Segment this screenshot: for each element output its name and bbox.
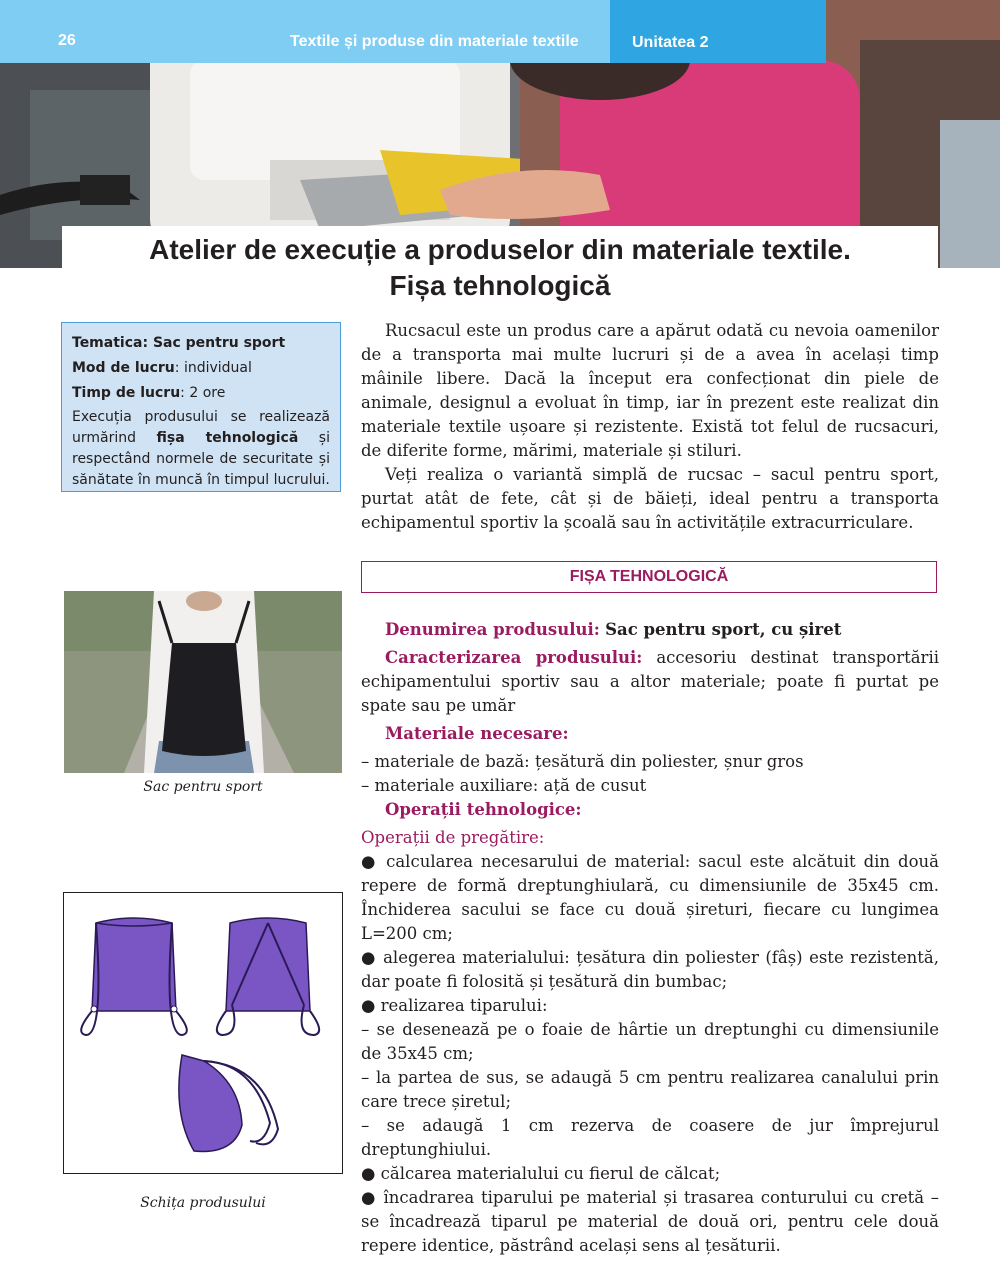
pregatire-heading: Operații de pregătire: [361, 828, 545, 847]
lesson-info-box [61, 322, 341, 492]
denumire-label: Denumirea produsului: [385, 620, 600, 639]
step-item: ● realizarea tiparului: [361, 996, 548, 1015]
sack-photo [64, 591, 342, 773]
tematica-label: Tematica [72, 335, 143, 351]
product-sketch [63, 892, 343, 1174]
intro-text [361, 319, 939, 535]
intro-paragraph-1: Rucsacul este un produs care a apărut odată cu nevoia oamenilor de a transporta mai multe lucruri și de a avea în același timp mâinile libere. Dacă la început era confecționat din piele de animale, designul a evoluat în timp, iar în prezent este realizat din materiale textile ușoare și rezistente. Există tot felul de rucsacuri, de diferite forme, mărimi, materiale și stiluri. [361, 321, 939, 460]
sack-back-icon [217, 918, 319, 1035]
material-item: – materiale de bază: țesătură din poliester, șnur gros [361, 752, 804, 771]
sack-front-icon [81, 918, 187, 1035]
step-subitem: – se adaugă 1 cm rezerva de coasere de jur împrejurul dreptunghiului. [361, 1116, 939, 1159]
exec-text-end: și respectând normele de securitate și sănătate în muncă în timpul lucrului. [72, 430, 330, 488]
materiale-label [361, 722, 939, 746]
denumire-value: Sac pentru sport, cu șiret [605, 620, 842, 639]
materiale-heading: Materiale necesare: [385, 724, 569, 743]
timp-label: Timp de lucru [72, 385, 181, 401]
backpack-photo-drawing [64, 591, 342, 773]
step-subitem: – se desenează pe o foaie de hârtie un dreptunghi cu dimensiunile de 35x45 cm; [361, 1020, 939, 1063]
operatii-heading: Operații tehnologice: [385, 800, 582, 819]
step-item: ● călcarea materialului cu fierul de călcat; [361, 1164, 721, 1183]
page-title-line1: Atelier de execuție a produselor din materiale textile. [149, 234, 851, 265]
tematica-value: : Sac pentru sport [142, 335, 286, 351]
caracterizare-value: accesoriu destinat transportării echipamentului sportiv sau a altor materiale; poate fi purtat pe spate sau pe umăr [361, 648, 940, 715]
material-item: – materiale auxiliare: ață de cusut [361, 776, 647, 795]
intro-paragraph-2: Veți realiza o variantă simplă de rucsac – sacul pentru sport, purtat atât de fete, cât și de băieți, ideal pentru a transporta echipamentul sportiv la școală sau în activitățile extracurriculare. [361, 465, 939, 532]
unit-label: Unitatea 2 [632, 34, 709, 51]
mod-value: : individual [174, 360, 252, 376]
operatii-label [361, 798, 939, 822]
sack-side-icon [179, 1055, 278, 1151]
photo-caption: Sac pentru sport [143, 779, 263, 795]
caracterizare-row [361, 646, 939, 718]
timp-value: : 2 ore [180, 385, 226, 401]
step-subitem: – la partea de sus, se adaugă 5 cm pentru realizarea canalului prin care trece șiretul; [361, 1068, 939, 1111]
caracterizare-label: Caracterizarea produsului: [385, 648, 643, 667]
exec-text-bold: fișa tehnologică [156, 430, 299, 446]
page-number: 26 [58, 32, 76, 49]
step-item: ● alegerea materialului: țesătura din poliester (fâș) este rezistentă, dar poate fi folosită și țesătură din bumbac; [361, 948, 939, 991]
step-item: ● încadrarea tiparului pe material și trasarea conturului cu cretă – se încadrează tiparul pe material de două ori, pentru cele două repere identice, păstrând același sens al țesăturii. [361, 1188, 939, 1255]
page-title-line2: Fișa tehnologică [389, 270, 611, 301]
running-head-bar [0, 0, 610, 63]
page-title [62, 232, 938, 304]
exec-text-start: Execuția produsului se realizează urmărind [72, 409, 330, 446]
step-item: ● calcularea necesarului de material: sacul este alcătuit din două repere de formă dreptunghiulară, cu dimensiunile de 35x45 cm. Închiderea sacului se face cu două șireturi, fiecare cu lungimea L=200 cm; [361, 852, 939, 943]
running-title: Textile și produse din materiale textile [290, 33, 579, 50]
unit-bar [610, 0, 826, 63]
fisa-content [361, 618, 939, 1258]
denumire-row [361, 618, 939, 642]
mod-label: Mod de lucru [72, 360, 175, 376]
sack-sketch-drawing [64, 893, 342, 1173]
sketch-caption: Schița produsului [140, 1195, 266, 1211]
fisa-heading: FIȘA TEHNOLOGICĂ [361, 561, 937, 593]
